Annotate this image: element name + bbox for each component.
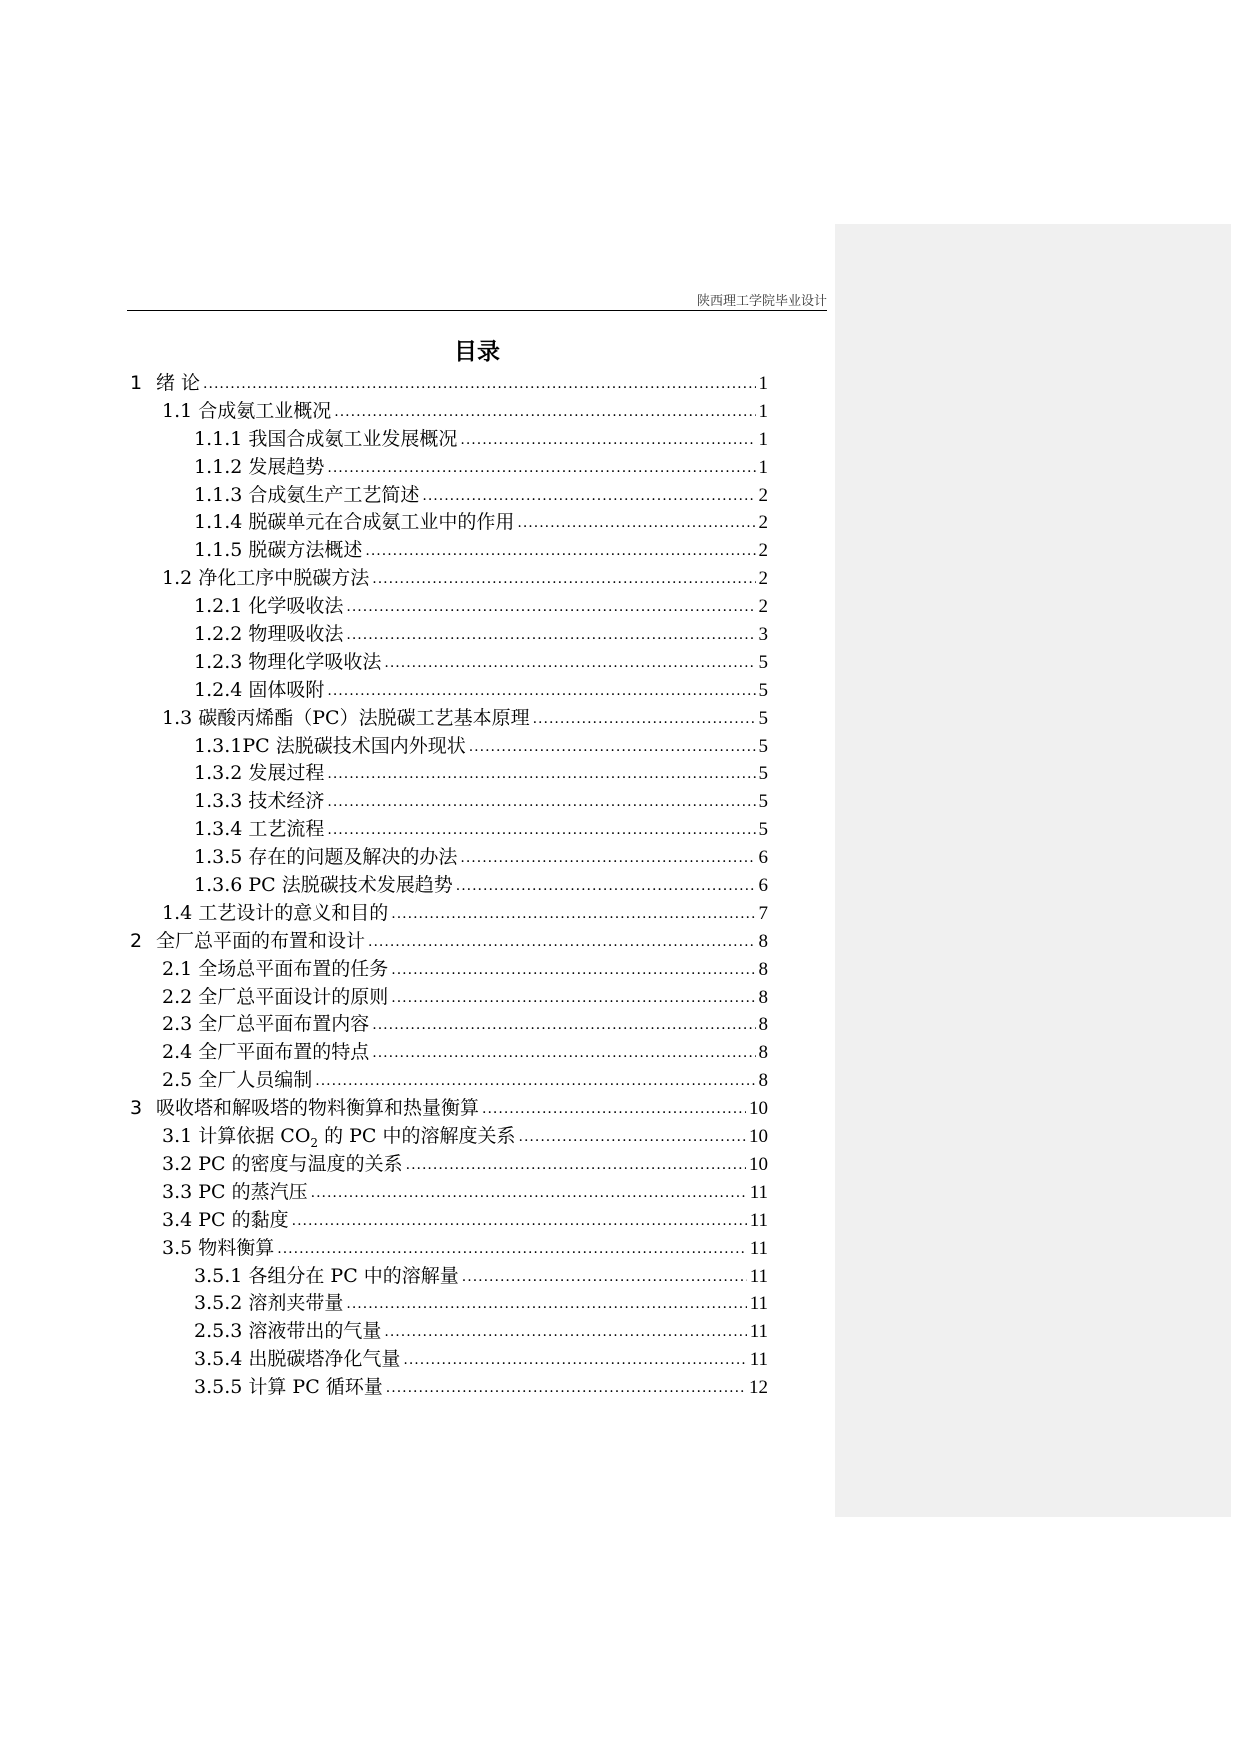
toc-page-number: 6: [758, 847, 768, 869]
dot-leader: [327, 794, 755, 810]
toc-page-number: 8: [758, 1014, 768, 1036]
toc-page-number: 11: [749, 1293, 768, 1315]
toc-entry-text: [162, 1121, 516, 1150]
toc-entry[interactable]: [130, 786, 768, 814]
toc-page-number: 2: [758, 596, 768, 618]
toc-page-number: 2: [758, 484, 768, 506]
dot-leader: [327, 683, 755, 699]
toc-page-number: 6: [758, 875, 768, 897]
toc-entry[interactable]: [130, 1344, 768, 1372]
toc-entry-text: 1.1.3 合成氨生产工艺简述: [194, 483, 420, 506]
toc-page-number: 1: [758, 400, 768, 422]
dot-leader: [311, 1185, 747, 1201]
toc-entry[interactable]: [130, 898, 768, 926]
dot-leader: [403, 1352, 746, 1368]
toc-entry-text: 1.3.3 技术经济: [194, 790, 325, 813]
toc-entry[interactable]: [130, 731, 768, 759]
toc-entry-text: 3.5.1 各组分在 PC 中的溶解量: [194, 1264, 459, 1287]
toc-page-number: 7: [758, 902, 768, 924]
toc-entry[interactable]: [130, 452, 768, 480]
toc-entry-text: 1.1 合成氨工业概况: [162, 399, 332, 422]
toc-page-number: 10: [749, 1126, 768, 1148]
page-header: [127, 288, 827, 311]
dot-leader: [334, 404, 755, 420]
toc-entry[interactable]: [130, 870, 768, 898]
toc-entry[interactable]: [130, 1233, 768, 1261]
toc-entry-text: 1.2.4 固体吸附: [194, 678, 325, 701]
toc-entry-text: 3.3 PC 的蒸汽压: [162, 1180, 308, 1203]
toc-entry-text: 2.1 全场总平面布置的任务: [162, 957, 389, 980]
toc-page-number: 8: [758, 1042, 768, 1064]
toc-entry[interactable]: [130, 814, 768, 842]
toc-entry[interactable]: [130, 507, 768, 535]
toc-entry[interactable]: [130, 1205, 768, 1233]
toc-entry-text: 1.3.6 PC 法脱碳技术发展趋势: [194, 874, 453, 897]
toc-entry[interactable]: [130, 591, 768, 619]
toc-entry[interactable]: [130, 926, 768, 954]
dot-leader: [386, 1380, 746, 1396]
toc-page-number: 2: [758, 512, 768, 534]
dot-leader: [315, 1073, 755, 1089]
chapter-title: 全厂总平面的布置和设计: [156, 929, 366, 952]
dot-leader: [372, 1045, 755, 1061]
toc-entry[interactable]: [130, 982, 768, 1010]
toc-entry-text: 1.3.4 工艺流程: [194, 818, 325, 841]
toc-page-number: 5: [758, 735, 768, 757]
toc-entry-text: 3.4 PC 的黏度: [162, 1208, 289, 1231]
toc-entry[interactable]: [130, 563, 768, 591]
dot-leader: [327, 822, 755, 838]
dot-leader: [460, 850, 755, 866]
dot-leader: [422, 488, 755, 504]
toc-entry-text: 1.2.2 物理吸收法: [194, 623, 344, 646]
chapter-title: 绪 论: [156, 372, 201, 394]
toc-entry-text: 2.5 全厂人员编制: [162, 1069, 313, 1092]
toc-entry[interactable]: [130, 619, 768, 647]
toc-page-number: 2: [758, 568, 768, 590]
dot-leader: [519, 1129, 746, 1145]
chapter-title: 吸收塔和解吸塔的物料衡算和热量衡算: [156, 1097, 480, 1120]
toc-entry[interactable]: [130, 480, 768, 508]
dot-leader: [203, 376, 755, 392]
toc-entry[interactable]: [130, 368, 768, 396]
table-of-contents: [130, 368, 768, 1400]
toc-page-number: 8: [758, 1070, 768, 1092]
dot-leader: [391, 906, 755, 922]
chapter-number: 3: [130, 1097, 143, 1120]
toc-entry-text: [130, 368, 200, 395]
toc-page-number: 2: [758, 540, 768, 562]
toc-page-number: 5: [758, 707, 768, 729]
toc-page-number: 11: [749, 1181, 768, 1203]
dot-leader: [346, 599, 755, 615]
toc-entry-text: 1.1.5 脱碳方法概述: [194, 539, 363, 562]
toc-entry-text: 1.4 工艺设计的意义和目的: [162, 901, 389, 924]
toc-entry[interactable]: [130, 758, 768, 786]
toc-page-number: 8: [758, 986, 768, 1008]
dot-leader: [346, 627, 755, 643]
toc-entry[interactable]: [130, 675, 768, 703]
toc-page-number: 8: [758, 930, 768, 952]
toc-entry-text: 1.2 净化工序中脱碳方法: [162, 567, 370, 590]
toc-page-number: 10: [749, 1153, 768, 1175]
toc-title: 目录: [454, 339, 500, 365]
toc-page-number: 5: [758, 763, 768, 785]
dot-leader: [456, 878, 756, 894]
toc-entry-text: 1.2.1 化学吸收法: [194, 595, 344, 618]
toc-entry-text: [130, 926, 365, 953]
toc-entry[interactable]: [130, 1316, 768, 1344]
toc-entry[interactable]: [130, 1009, 768, 1037]
comment-pane: [835, 224, 1231, 1517]
dot-leader: [372, 1017, 755, 1033]
toc-page-number: 11: [749, 1237, 768, 1259]
toc-entry[interactable]: [130, 1093, 768, 1121]
toc-entry-text: 1.1.4 脱碳单元在合成氨工业中的作用: [194, 511, 515, 534]
toc-entry[interactable]: [130, 1037, 768, 1065]
toc-entry-text: 1.1.1 我国合成氨工业发展概况: [194, 427, 458, 450]
toc-entry-text: 1.3.1PC 法脱碳技术国内外现状: [194, 734, 466, 757]
toc-entry-text: 3.2 PC 的密度与温度的关系: [162, 1152, 403, 1175]
dot-leader: [346, 1296, 746, 1312]
toc-page-number: 11: [749, 1209, 768, 1231]
toc-page-number: 5: [758, 791, 768, 813]
toc-page-number: 3: [758, 624, 768, 646]
toc-entry-text: 2.5.3 溶液带出的气量: [194, 1320, 382, 1343]
toc-entry[interactable]: [130, 1065, 768, 1093]
toc-entry[interactable]: [130, 703, 768, 731]
toc-entry[interactable]: [130, 1121, 768, 1149]
entry-text-part: 3.1 计算依据 CO: [162, 1125, 311, 1148]
dot-leader: [469, 739, 756, 755]
dot-leader: [462, 1269, 747, 1285]
toc-entry-text: 1.2.3 物理化学吸收法: [194, 650, 382, 673]
toc-page-number: 1: [758, 373, 768, 394]
toc-entry-text: [130, 1093, 479, 1120]
toc-entry[interactable]: [130, 1288, 768, 1316]
dot-leader: [533, 711, 756, 727]
toc-page-number: 11: [749, 1349, 768, 1371]
dot-leader: [460, 432, 755, 448]
subscript: 2: [310, 1135, 319, 1150]
toc-entry-text: 1.3 碳酸丙烯酯（PC）法脱碳工艺基本原理: [162, 706, 530, 729]
toc-entry[interactable]: [130, 535, 768, 563]
toc-entry[interactable]: [130, 1261, 768, 1289]
toc-entry-text: 2.4 全厂平面布置的特点: [162, 1041, 370, 1064]
toc-page-number: 1: [758, 456, 768, 478]
toc-entry-text: 1.3.5 存在的问题及解决的办法: [194, 846, 458, 869]
dot-leader: [384, 1324, 746, 1340]
dot-leader: [327, 460, 755, 476]
toc-entry[interactable]: [130, 396, 768, 424]
toc-page-number: 10: [749, 1098, 768, 1120]
toc-page-number: 5: [758, 679, 768, 701]
toc-entry-text: 1.3.2 发展过程: [194, 762, 325, 785]
dot-leader: [292, 1213, 747, 1229]
toc-page-number: 8: [758, 958, 768, 980]
dot-leader: [277, 1241, 746, 1257]
entry-text-part: 的 PC 中的溶解度关系: [318, 1125, 516, 1148]
toc-page-number: 5: [758, 819, 768, 841]
chapter-number: 2: [130, 929, 143, 952]
dot-leader: [372, 571, 755, 587]
toc-entry-text: 3.5.4 出脱碳塔净化气量: [194, 1348, 401, 1371]
toc-entry-text: 3.5.5 计算 PC 循环量: [194, 1376, 383, 1399]
dot-leader: [365, 543, 755, 559]
toc-entry-text: 1.1.2 发展趋势: [194, 455, 325, 478]
toc-entry[interactable]: [130, 424, 768, 452]
dot-leader: [391, 990, 755, 1006]
toc-page-number: 5: [758, 651, 768, 673]
dot-leader: [368, 934, 755, 950]
toc-entry[interactable]: [130, 647, 768, 675]
toc-entry[interactable]: [130, 1149, 768, 1177]
toc-entry[interactable]: [130, 842, 768, 870]
toc-entry-text: 3.5 物料衡算: [162, 1236, 275, 1259]
dot-leader: [482, 1101, 746, 1117]
toc-entry-text: 3.5.2 溶剂夹带量: [194, 1292, 344, 1315]
header-text: 陕西理工学院毕业设计: [696, 294, 827, 309]
chapter-number: 1: [130, 372, 143, 394]
toc-entry-text: 2.3 全厂总平面布置内容: [162, 1013, 370, 1036]
toc-page-number: 12: [749, 1377, 768, 1399]
toc-entry[interactable]: [130, 1177, 768, 1205]
toc-page-number: 11: [749, 1321, 768, 1343]
toc-page-number: 1: [758, 428, 768, 450]
toc-page-number: 11: [749, 1265, 768, 1287]
dot-leader: [384, 655, 755, 671]
dot-leader: [517, 515, 755, 531]
dot-leader: [327, 766, 755, 782]
toc-entry[interactable]: [130, 954, 768, 982]
dot-leader: [406, 1157, 746, 1173]
toc-entry[interactable]: [130, 1372, 768, 1400]
dot-leader: [391, 962, 755, 978]
toc-entry-text: 2.2 全厂总平面设计的原则: [162, 985, 389, 1008]
